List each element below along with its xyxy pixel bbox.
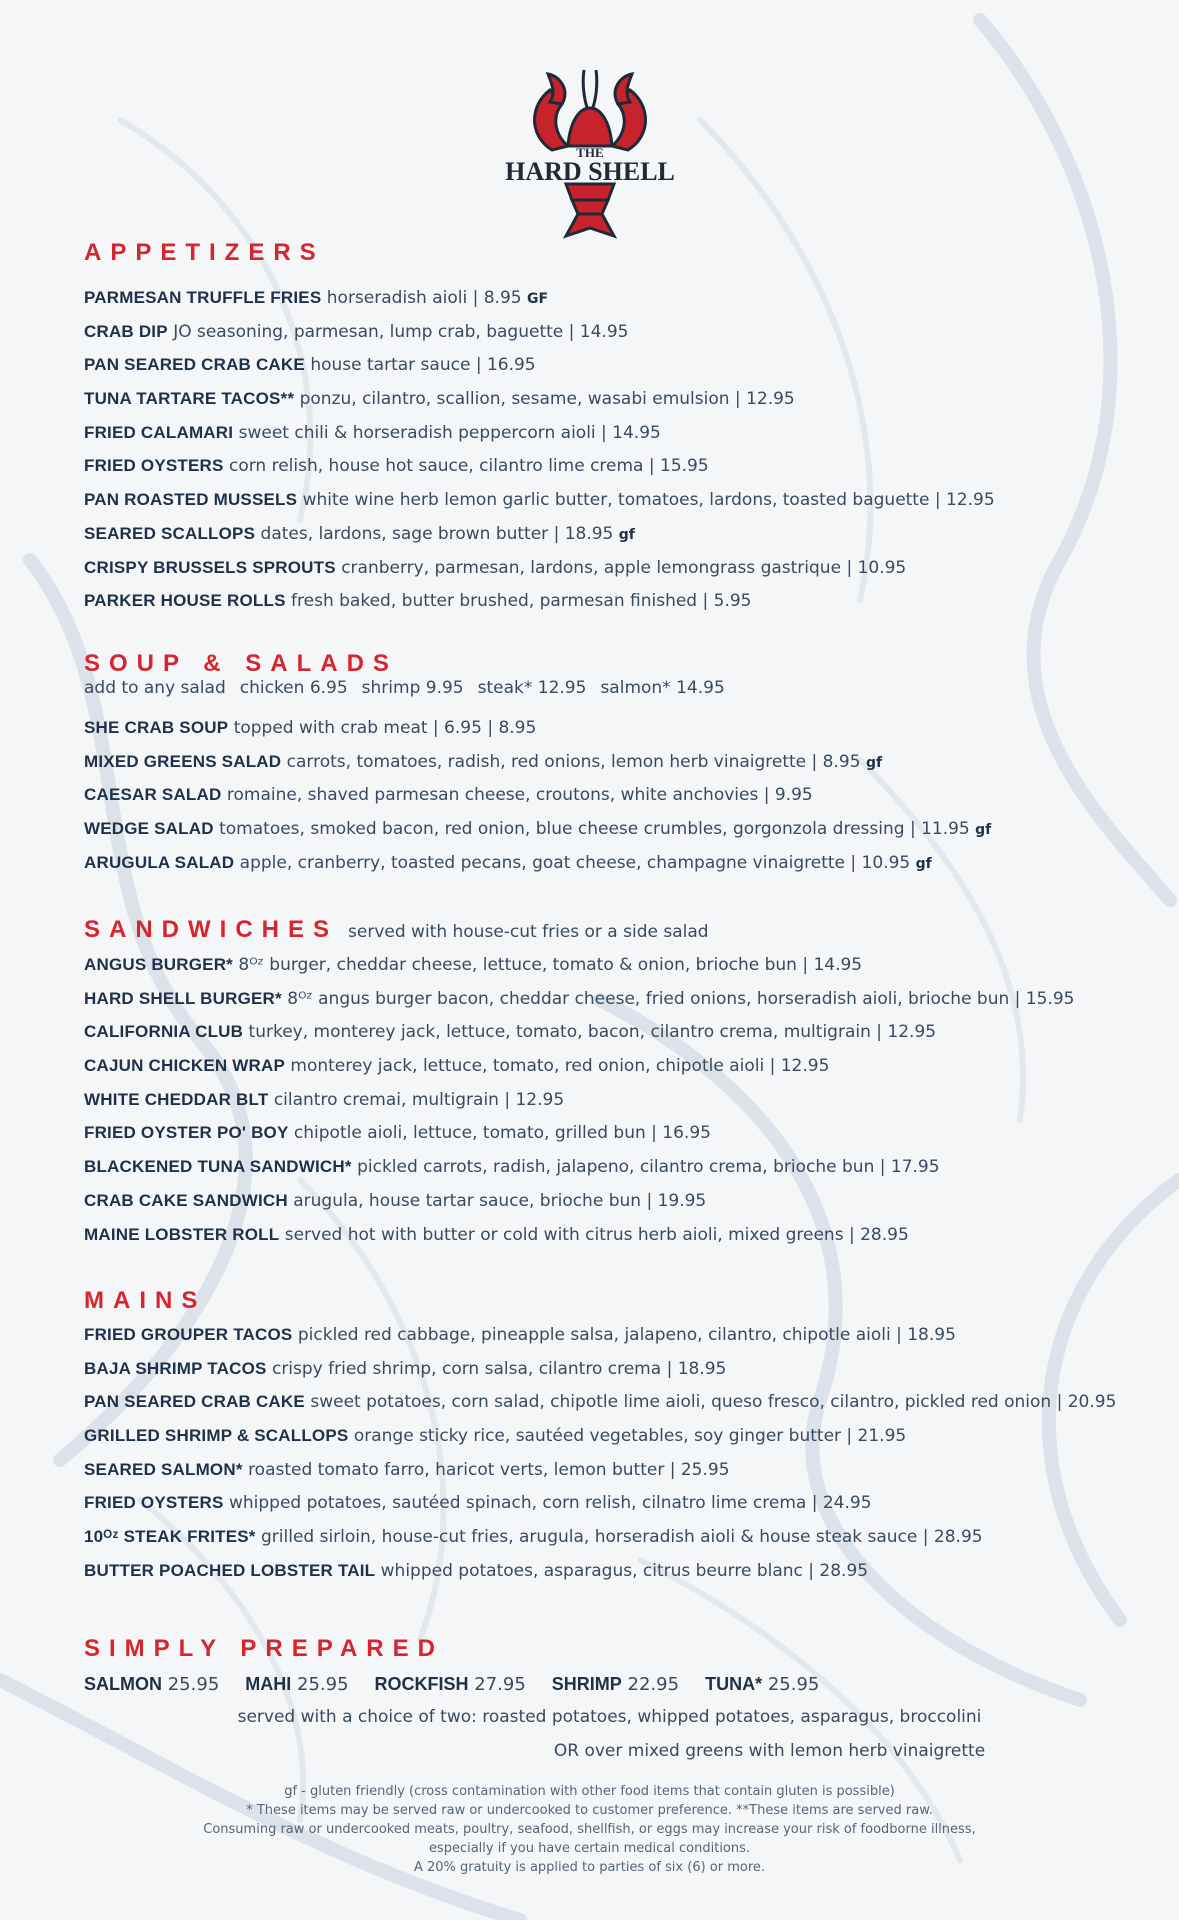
menu-item: [84, 1184, 1074, 1218]
menu-item-name: BLACKENED TUNA SANDWICH*: [84, 1157, 352, 1177]
simply-prepared-item: [705, 1674, 819, 1695]
menu-item-name: CRAB DIP: [84, 321, 168, 341]
menu-item-name: TUNA TARTARE TACOS**: [84, 389, 295, 409]
menu-item-name: SHE CRAB SOUP: [84, 718, 229, 737]
menu-item-description: sweet potatoes, corn salad, chipotle lime aioli, queso fresco, cilantro, pickled red onion | 20.95: [310, 1392, 1117, 1413]
brand-name-large: HARD SHELL: [505, 157, 675, 186]
menu-item-description: apple, cranberry, toasted pecans, goat cheese, champagne vinaigrette | 10.95: [239, 852, 911, 873]
menu-item-name: PAN SEARED CRAB CAKE: [84, 1392, 305, 1412]
menu-item-description: monterey jack, lettuce, tomato, red onion, chipotle aioli | 12.95: [290, 1056, 830, 1077]
menu-item-description: fresh baked, butter brushed, parmesan finished | 5.95: [291, 591, 752, 612]
menu-item: [84, 982, 1074, 1016]
menu-item-description: house tartar sauce | 16.95: [310, 355, 536, 376]
menu-item-name: PARMESAN TRUFFLE FRIES: [84, 288, 322, 307]
menu-item: [84, 1352, 1116, 1386]
menu-item-name: 10ᴼᶻ STEAK FRITES*: [84, 1527, 256, 1547]
menu-item-name: FRIED OYSTERS: [84, 456, 224, 476]
menu-item-description: roasted tomato farro, haricot verts, lemon butter | 25.95: [248, 1459, 730, 1480]
menu-item-description: pickled carrots, radish, jalapeno, cilantro crema, brioche bun | 17.95: [357, 1157, 940, 1178]
simply-prepared-list: [84, 1670, 845, 1699]
menu-item-name: CRAB CAKE SANDWICH: [84, 1190, 288, 1210]
sandwiches-list: [84, 948, 1074, 1251]
menu-item-name: CALIFORNIA CLUB: [84, 1022, 244, 1042]
simply-prepared-heading: SIMPLY PREPARED: [84, 1635, 444, 1662]
addon-option: chicken 6.95: [239, 678, 348, 698]
menu-item-name: PAN SEARED CRAB CAKE: [84, 355, 305, 375]
appetizers-heading: APPETIZERS: [84, 239, 325, 266]
gluten-friendly-badge: gf: [865, 754, 883, 771]
sandwiches-subtitle: served with house-cut fries or a side salad: [348, 922, 709, 942]
menu-item: [84, 778, 991, 812]
gluten-friendly-badge: gf: [618, 526, 635, 543]
menu-item-description: sweet chili & horseradish peppercorn aioli | 14.95: [238, 422, 661, 443]
simply-prepared-name: MAHI: [245, 1674, 292, 1694]
menu-item-name: PAN ROASTED MUSSELS: [84, 490, 298, 510]
soup-salads-heading: SOUP & SALADS: [84, 650, 398, 677]
menu-item: [84, 281, 995, 315]
disclaimer-line: gf - gluten friendly (cross contamination with other food items that contain gluten is possible): [284, 1784, 895, 1799]
appetizers-list: [84, 281, 995, 618]
menu-item: [84, 1520, 1116, 1554]
menu-item-name: FRIED OYSTER PO' BOY: [84, 1123, 289, 1143]
menu-item: [84, 348, 995, 382]
menu-item: [84, 948, 1074, 982]
menu-item-description: white wine herb lemon garlic butter, tomatoes, lardons, toasted baguette | 12.95: [302, 490, 995, 511]
disclaimer-line: * These items may be served raw or undercooked to customer preference. **These items are served raw.: [246, 1803, 933, 1818]
menu-item: [84, 1083, 1074, 1117]
menu-item: [84, 517, 995, 551]
gluten-friendly-badge: gf: [915, 855, 932, 872]
disclaimer-line: especially if you have certain medical conditions.: [428, 1841, 751, 1856]
addon-option: salmon* 14.95: [600, 678, 725, 698]
hard-shell-logo: [490, 60, 690, 250]
menu-item-name: CAESAR SALAD: [84, 785, 222, 805]
simply-prepared-name: SALMON: [84, 1674, 162, 1694]
menu-item-name: FRIED GROUPER TACOS: [84, 1325, 293, 1344]
sandwiches-heading: SANDWICHES served with house-cut fries or a side salad: [84, 916, 709, 943]
simply-prepared-name: SHRIMP: [551, 1674, 622, 1694]
menu-item-description: cranberry, parmesan, lardons, apple lemongrass gastrique | 10.95: [341, 557, 907, 578]
addon-option: steak* 12.95: [477, 678, 587, 698]
simply-prepared-item: [84, 1674, 219, 1695]
menu-item-name: FRIED CALAMARI: [84, 422, 234, 442]
menu-item-name: WHITE CHEDDAR BLT: [84, 1089, 269, 1109]
menu-item: [84, 483, 995, 517]
simply-prepared-greens: OR over mixed greens with lemon herb vinaigrette: [553, 1741, 986, 1761]
menu-item-name: PARKER HOUSE ROLLS: [84, 591, 286, 611]
menu-item: [84, 1218, 1074, 1252]
menu-item-name: WEDGE SALAD: [84, 819, 214, 839]
menu-item: [84, 1419, 1116, 1453]
menu-item-description: tomatoes, smoked bacon, red onion, blue cheese crumbles, gorgonzola dressing | 11.95: [219, 819, 970, 840]
menu-item: [84, 1554, 1116, 1588]
menu-item-name: SEARED SCALLOPS: [84, 523, 256, 543]
simply-prepared-item: [375, 1674, 526, 1695]
menu-item: [84, 1150, 1074, 1184]
menu-item-name: HARD SHELL BURGER*: [84, 988, 282, 1008]
menu-item: [84, 416, 995, 450]
menu-item-description: cilantro cremai, multigrain | 12.95: [273, 1089, 565, 1110]
soup-salads-list: [84, 711, 991, 879]
menu-item-description: chipotle aioli, lettuce, tomato, grilled bun | 16.95: [293, 1123, 711, 1144]
menu-item-name: GRILLED SHRIMP & SCALLOPS: [84, 1426, 349, 1446]
menu-item-name: MIXED GREENS SALAD: [84, 751, 282, 771]
menu-item-description: JO seasoning, parmesan, lump crab, baguette | 14.95: [173, 321, 629, 342]
menu-item-description: romaine, shaved parmesan cheese, croutons, white anchovies | 9.95: [226, 785, 813, 806]
menu-item: [84, 711, 991, 745]
simply-prepared-item: [245, 1674, 348, 1695]
simply-prepared-price: 25.95: [167, 1674, 220, 1695]
menu-item-name: SEARED SALMON*: [84, 1459, 243, 1479]
menu-item-name: CAJUN CHICKEN WRAP: [84, 1056, 285, 1076]
disclaimer-line: Consuming raw or undercooked meats, poultry, seafood, shellfish, or eggs may increase your risk of foodborne illness,: [203, 1822, 976, 1837]
addon-option: shrimp 9.95: [361, 678, 464, 698]
simply-prepared-price: 27.95: [474, 1674, 526, 1695]
menu-item-name: CRISPY BRUSSELS SPROUTS: [84, 557, 336, 577]
menu-item-description: turkey, monterey jack, lettuce, tomato, bacon, cilantro crema, multigrain | 12.95: [248, 1022, 937, 1043]
menu-item: [84, 1116, 1074, 1150]
simply-prepared-item: [552, 1674, 679, 1695]
gluten-friendly-badge: gf: [975, 822, 992, 839]
menu-item: [84, 1385, 1116, 1419]
menu-item: [84, 315, 995, 349]
gluten-friendly-badge: GF: [527, 291, 549, 307]
simply-prepared-name: ROCKFISH: [374, 1674, 469, 1694]
menu-item: [84, 1015, 1074, 1049]
simply-prepared-price: 25.95: [297, 1674, 349, 1695]
disclaimer-line: A 20% gratuity is applied to parties of six (6) or more.: [413, 1860, 766, 1875]
salad-addons: [84, 677, 739, 699]
menu-item-description: corn relish, house hot sauce, cilantro lime crema | 15.95: [228, 456, 709, 477]
menu-item: [84, 1318, 1116, 1352]
menu-item: [84, 1453, 1116, 1487]
menu-item-description: pickled red cabbage, pineapple salsa, jalapeno, cilantro, chipotle aioli | 18.95: [297, 1325, 956, 1345]
menu-item: [84, 551, 995, 585]
mains-list: [84, 1318, 1116, 1588]
simply-prepared-price: 22.95: [627, 1674, 680, 1695]
menu-item-description: 8ᴼᶻ angus burger bacon, cheddar cheese, fried onions, horseradish aioli, brioche bun | 15.95: [287, 988, 1075, 1009]
menu-disclaimer: [0, 1782, 1179, 1877]
menu-item: [84, 745, 991, 779]
menu-item-description: 8ᴼᶻ burger, cheddar cheese, lettuce, tomato & onion, brioche bun | 14.95: [238, 955, 863, 975]
menu-item: [84, 846, 991, 880]
menu-item-description: crispy fried shrimp, corn salsa, cilantro crema | 18.95: [271, 1358, 727, 1379]
menu-item: [84, 382, 995, 416]
menu-item: [84, 812, 991, 846]
menu-item-description: dates, lardons, sage brown butter | 18.95: [260, 523, 614, 544]
simply-prepared-price: 25.95: [767, 1674, 820, 1695]
menu-item-name: FRIED OYSTERS: [84, 1493, 224, 1513]
menu-item-name: MAINE LOBSTER ROLL: [84, 1224, 280, 1244]
brand-name-small: THE: [576, 145, 604, 160]
menu-item: [84, 1049, 1074, 1083]
menu-item: [84, 584, 995, 618]
menu-item-description: served hot with butter or cold with citrus herb aioli, mixed greens | 28.95: [284, 1224, 909, 1245]
menu-item: [84, 1486, 1116, 1520]
menu-item-name: BUTTER POACHED LOBSTER TAIL: [84, 1560, 376, 1580]
menu-item-name: BAJA SHRIMP TACOS: [84, 1358, 267, 1378]
menu-item-description: arugula, house tartar sauce, brioche bun | 19.95: [293, 1190, 707, 1211]
simply-prepared-name: TUNA*: [705, 1674, 763, 1694]
lobster-logo-icon: [490, 60, 690, 250]
simply-prepared-sides: served with a choice of two: roasted potatoes, whipped potatoes, asparagus, broccolini: [237, 1707, 982, 1727]
menu-item-name: ARUGULA SALAD: [84, 852, 235, 872]
menu-item-description: horseradish aioli | 8.95: [326, 288, 522, 308]
menu-item-description: carrots, tomatoes, radish, red onions, lemon herb vinaigrette | 8.95: [286, 751, 861, 772]
menu-item-description: whipped potatoes, asparagus, citrus beurre blanc | 28.95: [380, 1560, 869, 1581]
mains-heading: MAINS: [84, 1287, 207, 1314]
menu-item-description: ponzu, cilantro, scallion, sesame, wasabi emulsion | 12.95: [299, 389, 795, 410]
menu-item-description: orange sticky rice, sautéed vegetables, soy ginger butter | 21.95: [353, 1426, 907, 1447]
menu-item-description: grilled sirloin, house-cut fries, arugula, horseradish aioli & house steak sauce | 28.95: [261, 1527, 983, 1548]
menu-item-name: ANGUS BURGER*: [84, 955, 234, 974]
menu-item-description: whipped potatoes, sautéed spinach, corn relish, cilnatro lime crema | 24.95: [228, 1493, 872, 1514]
menu-item-description: topped with crab meat | 6.95 | 8.95: [233, 718, 537, 738]
addon-label: add to any salad: [84, 678, 226, 698]
menu-item: [84, 449, 995, 483]
